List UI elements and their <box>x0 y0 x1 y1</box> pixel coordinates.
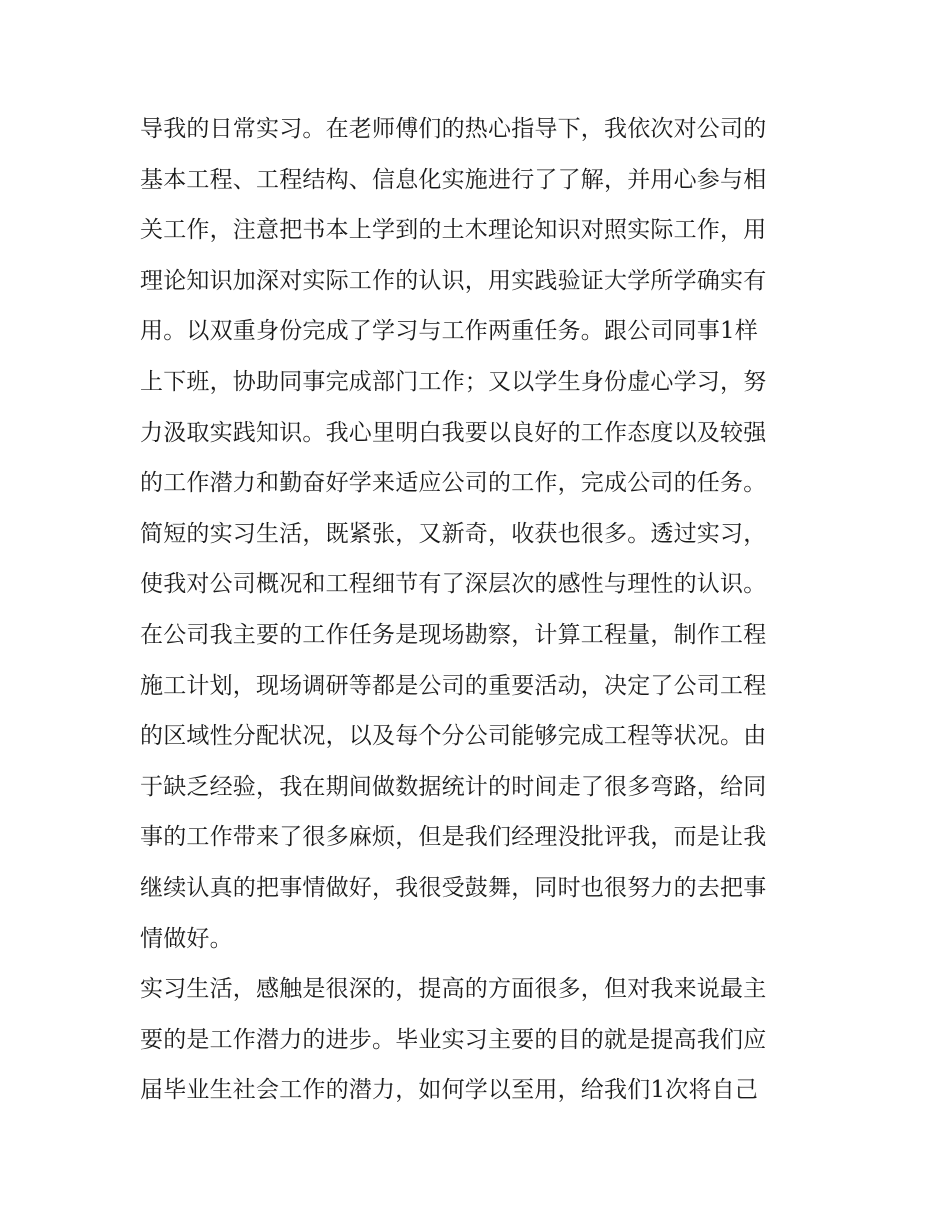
body-text <box>140 104 830 1116</box>
text-line: 事的工作带来了很多麻烦，但是我们经理没批评我，而是让我 <box>140 824 767 851</box>
text-line: 届毕业生社会工作的潜力，如何学以至用，给我们1次将自己 <box>140 1077 759 1104</box>
text-line: 理论知识加深对实际工作的认识，用实践验证大学所学确实有 <box>140 267 767 294</box>
text-line: 实习生活，感触是很深的，提高的方面很多，但对我来说最主 <box>140 976 767 1003</box>
text-line: 关工作，注意把书本上学到的土木理论知识对照实际工作，用 <box>140 217 767 244</box>
text-line: 使我对公司概况和工程细节有了深层次的感性与理性的认识。 <box>140 571 767 598</box>
text-line: 在公司我主要的工作任务是现场勘察，计算工程量，制作工程 <box>140 621 767 648</box>
text-line: 继续认真的把事情做好，我很受鼓舞，同时也很努力的去把事 <box>140 874 767 901</box>
text-line: 情做好。 <box>140 925 233 952</box>
text-line: 施工计划，现场调研等都是公司的重要活动，决定了公司工程 <box>140 672 767 699</box>
text-line: 简短的实习生活，既紧张，又新奇，收获也很多。透过实习， <box>140 520 767 547</box>
text-line: 力汲取实践知识。我心里明白我要以良好的工作态度以及较强 <box>140 419 767 446</box>
text-line: 导我的日常实习。在老师傅们的热心指导下，我依次对公司的 <box>140 116 767 142</box>
text-line: 的区域性分配状况，以及每个分公司能够完成工程等状况。由 <box>140 723 767 750</box>
text-line: 基本工程、工程结构、信息化实施进行了了解，并用心参与相 <box>140 166 767 193</box>
text-line: 的工作潜力和勤奋好学来适应公司的工作，完成公司的任务。 <box>140 470 767 497</box>
text-line: 用。以双重身份完成了学习与工作两重任务。跟公司同事1样 <box>140 318 759 345</box>
text-line: 要的是工作潜力的进步。毕业实习主要的目的就是提高我们应 <box>140 1026 767 1053</box>
text-line: 上下班，协助同事完成部门工作；又以学生身份虚心学习，努 <box>140 368 767 395</box>
text-line: 于缺乏经验，我在期间做数据统计的时间走了很多弯路，给同 <box>140 773 767 800</box>
